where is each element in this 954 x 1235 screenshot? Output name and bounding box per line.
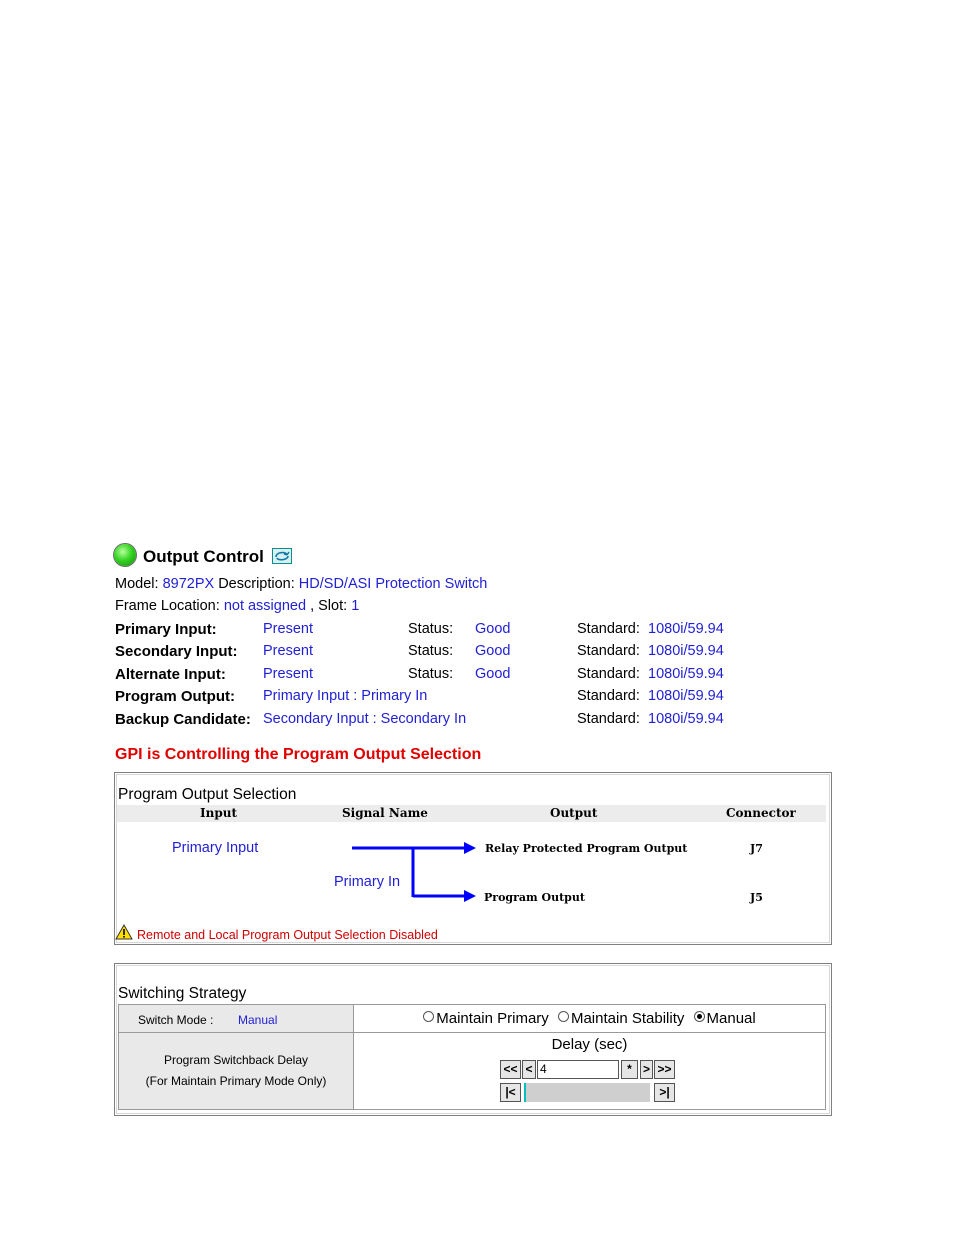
- row-value-primary-input: Present: [263, 621, 313, 637]
- program-output-selection-title: Program Output Selection: [118, 786, 297, 803]
- row-standard-label: Standard:: [577, 643, 640, 659]
- row-standard-value: 1080i/59.94: [648, 621, 724, 637]
- row-standard-label: Standard:: [577, 666, 640, 682]
- row-label-alternate-input: Alternate Input:: [115, 666, 226, 683]
- header-input: Input: [200, 806, 237, 820]
- delay-label-cell: [119, 1033, 354, 1110]
- row-status-value: Good: [475, 666, 511, 682]
- row-status-label: Status:: [408, 643, 454, 659]
- switch-mode-value: Manual: [238, 1013, 278, 1027]
- delay-min-button[interactable]: |<: [500, 1083, 521, 1102]
- option-maintain-primary[interactable]: [423, 1010, 549, 1027]
- row-value-program-output: Primary Input : Primary In: [263, 688, 428, 704]
- delay-prev-button[interactable]: <: [522, 1060, 536, 1079]
- row-standard-value: 1080i/59.94: [648, 711, 724, 727]
- delay-slider-handle[interactable]: [524, 1083, 526, 1102]
- frame-location-label: Frame Location:: [115, 598, 220, 614]
- selection-table-header: [117, 805, 826, 822]
- delay-title: Delay (sec): [551, 1036, 628, 1053]
- model-value: 8972PX: [162, 576, 215, 592]
- row-standard-value: 1080i/59.94: [648, 666, 724, 682]
- description-label: Description:: [218, 576, 295, 592]
- routing-arrowhead: [464, 842, 476, 854]
- delay-reset-button[interactable]: *: [621, 1060, 638, 1079]
- row-label-backup-candidate: Backup Candidate:: [115, 711, 251, 728]
- row-status-label: Status:: [408, 666, 454, 682]
- delay-label-line1: Program Switchback Delay: [163, 1053, 309, 1067]
- row-value-secondary-input: Present: [263, 643, 313, 659]
- page-title: Output Control: [143, 547, 264, 566]
- header-output: Output: [550, 806, 598, 820]
- option-manual[interactable]: [694, 1010, 756, 1027]
- output-name-program: Program Output: [484, 891, 585, 904]
- gpi-warning: GPI is Controlling the Program Output Selection: [115, 746, 482, 763]
- header-connector: Connector: [726, 806, 796, 820]
- delay-input[interactable]: 4: [537, 1060, 619, 1079]
- radio-maintain-stability[interactable]: [558, 1011, 569, 1022]
- refresh-icon[interactable]: [272, 548, 292, 564]
- model-label: Model:: [115, 576, 159, 592]
- radio-manual[interactable]: [694, 1011, 705, 1022]
- row-value-backup-candidate: Secondary Input : Secondary In: [263, 711, 467, 727]
- row-label-program-output: Program Output:: [115, 688, 235, 705]
- description-value: HD/SD/ASI Protection Switch: [298, 576, 488, 592]
- switching-strategy-title: Switching Strategy: [118, 985, 247, 1002]
- slot-value: 1: [351, 598, 360, 614]
- row-standard-label: Standard:: [577, 621, 640, 637]
- row-standard-label: Standard:: [577, 711, 640, 727]
- option-manual-label: Manual: [706, 1010, 756, 1027]
- switch-mode-options: [354, 1005, 825, 1032]
- output-connector-j5: J5: [750, 891, 763, 904]
- warning-icon: [115, 924, 133, 940]
- delay-label-line2: (For Maintain Primary Mode Only): [145, 1074, 327, 1088]
- option-maintain-primary-label: Maintain Primary: [436, 1010, 549, 1027]
- signal-name-value: Primary In: [334, 874, 401, 890]
- routing-arrowhead: [464, 890, 476, 902]
- switch-mode-options-cell: [354, 1005, 826, 1033]
- delay-last-button[interactable]: >>: [654, 1060, 675, 1079]
- switch-mode-label: Switch Mode :: [138, 1013, 214, 1027]
- status-indicator-icon: [114, 544, 136, 566]
- output-connector-j7: J7: [750, 842, 763, 855]
- selected-input-link[interactable]: Primary Input: [172, 840, 259, 856]
- delay-next-button[interactable]: >: [640, 1060, 653, 1079]
- row-status-label: Status:: [408, 621, 454, 637]
- switching-strategy-table: [118, 1004, 826, 1110]
- frame-location-value[interactable]: not assigned: [223, 598, 307, 614]
- row-label-secondary-input: Secondary Input:: [115, 643, 238, 660]
- delay-first-button[interactable]: <<: [500, 1060, 521, 1079]
- delay-slider-track[interactable]: [524, 1083, 650, 1102]
- row-status-value: Good: [475, 621, 511, 637]
- slot-label: , Slot:: [310, 598, 348, 614]
- frame-location-line: [115, 598, 359, 614]
- row-status-value: Good: [475, 643, 511, 659]
- routing-arrows: [352, 838, 478, 906]
- row-standard-value: 1080i/59.94: [648, 688, 724, 704]
- row-standard-value: 1080i/59.94: [648, 643, 724, 659]
- radio-maintain-primary[interactable]: [423, 1011, 434, 1022]
- delay-control-cell: [354, 1033, 826, 1110]
- option-maintain-stability-label: Maintain Stability: [570, 1010, 685, 1027]
- row-value-alternate-input: Present: [263, 666, 313, 682]
- header-signal-name: Signal Name: [342, 806, 428, 820]
- output-name-relay: Relay Protected Program Output: [485, 842, 688, 855]
- model-line: [115, 576, 487, 592]
- delay-max-button[interactable]: >|: [654, 1083, 675, 1102]
- option-maintain-stability[interactable]: [558, 1010, 684, 1027]
- row-standard-label: Standard:: [577, 688, 640, 704]
- row-label-primary-input: Primary Input:: [115, 621, 217, 638]
- switch-mode-cell: [119, 1005, 354, 1033]
- selection-disabled-note: Remote and Local Program Output Selection Disabled: [137, 928, 438, 942]
